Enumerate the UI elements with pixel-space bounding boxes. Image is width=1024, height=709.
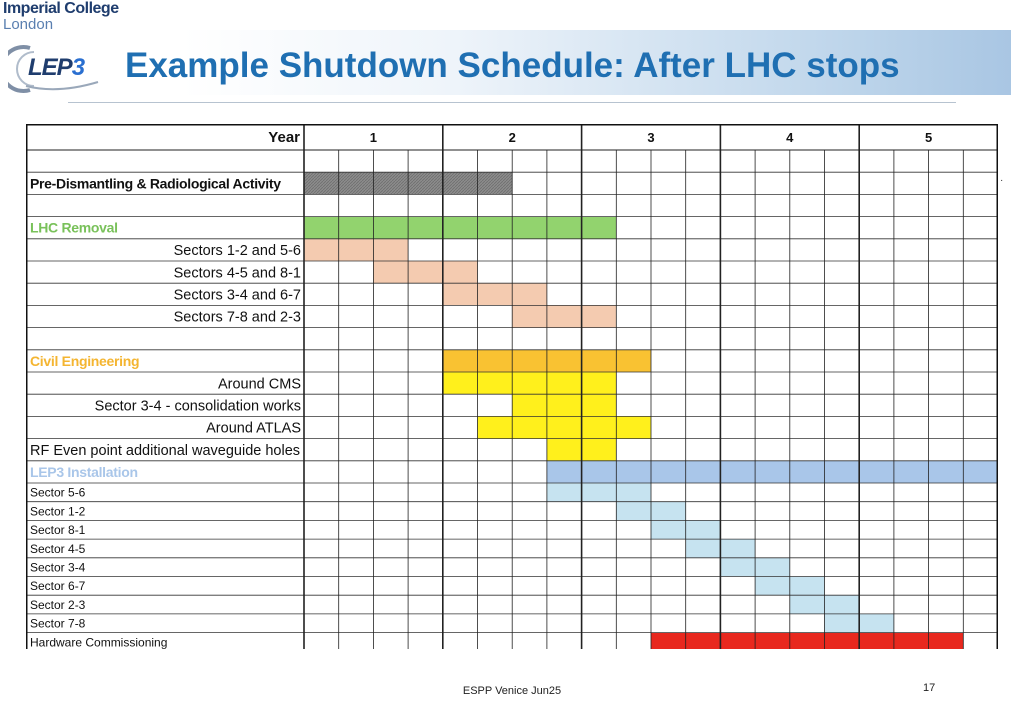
row-label: Around ATLAS: [206, 420, 301, 437]
row-label: Sector 5-6: [30, 485, 86, 500]
row-label: Hardware Commissioning: [30, 635, 168, 649]
gantt-bar: [304, 217, 616, 239]
footer-event: ESPP Venice Jun25: [462, 685, 562, 697]
gantt-bar: [478, 416, 652, 438]
imperial-college-logo: [3, 1, 119, 33]
row-label: Around CMS: [217, 376, 301, 393]
row-label: Sector 8-1: [30, 523, 86, 538]
logo-line-1: Imperial College: [3, 0, 119, 17]
row-label: LEP3 Installation: [30, 463, 138, 480]
year-header: Year: [268, 129, 300, 146]
gantt-bar: [443, 283, 547, 305]
row-label: Sector 2-3: [30, 597, 86, 612]
row-label: Sectors 3-4 and 6-7: [173, 287, 301, 304]
lep-logo-sup: 3: [71, 54, 85, 81]
row-label: LHC Removal: [30, 219, 118, 236]
row-label: Sectors 1-2 and 5-6: [173, 243, 301, 260]
clipped-edge-mark: ·: [1000, 175, 1004, 186]
gantt-bar: [304, 239, 408, 261]
gantt-chart: [26, 124, 998, 649]
row-label: Sectors 4-5 and 8-1: [173, 265, 301, 282]
gantt-bar: [547, 461, 998, 483]
year-label: 3: [647, 130, 655, 145]
logo-line-2: London: [3, 16, 54, 33]
page-title: Example Shutdown Schedule: After LHC stops: [125, 46, 900, 85]
gantt-bar: [547, 483, 651, 502]
gantt-bar: [651, 633, 963, 649]
year-label: 1: [369, 130, 378, 145]
row-label: Sector 4-5: [30, 541, 86, 556]
title-divider: [68, 102, 956, 103]
page-number: 17: [923, 682, 936, 694]
gantt-bar: [512, 394, 616, 416]
gantt-bar: [373, 261, 477, 283]
lep3-logo-text: [28, 54, 84, 82]
year-label: 5: [924, 130, 933, 145]
row-label: Pre-Dismantling & Radiological Activity: [30, 175, 281, 192]
year-label: 2: [508, 130, 516, 145]
lep-logo-main: LEP: [28, 54, 72, 81]
row-label: Sectors 7-8 and 2-3: [173, 309, 301, 326]
gantt-bar: [512, 305, 616, 327]
row-label: Civil Engineering: [30, 352, 140, 369]
row-label: Sector 1-2: [30, 504, 86, 519]
row-label: Sector 7-8: [30, 616, 86, 631]
row-label: Sector 6-7: [30, 579, 86, 594]
gantt-bar: [443, 372, 617, 394]
row-label: Sector 3-4 - consolidation works: [94, 398, 301, 415]
row-label: Sector 3-4: [30, 560, 86, 575]
footer: [0, 685, 1024, 697]
year-label: 4: [786, 130, 794, 145]
row-label: RF Even point additional waveguide holes: [30, 442, 301, 459]
